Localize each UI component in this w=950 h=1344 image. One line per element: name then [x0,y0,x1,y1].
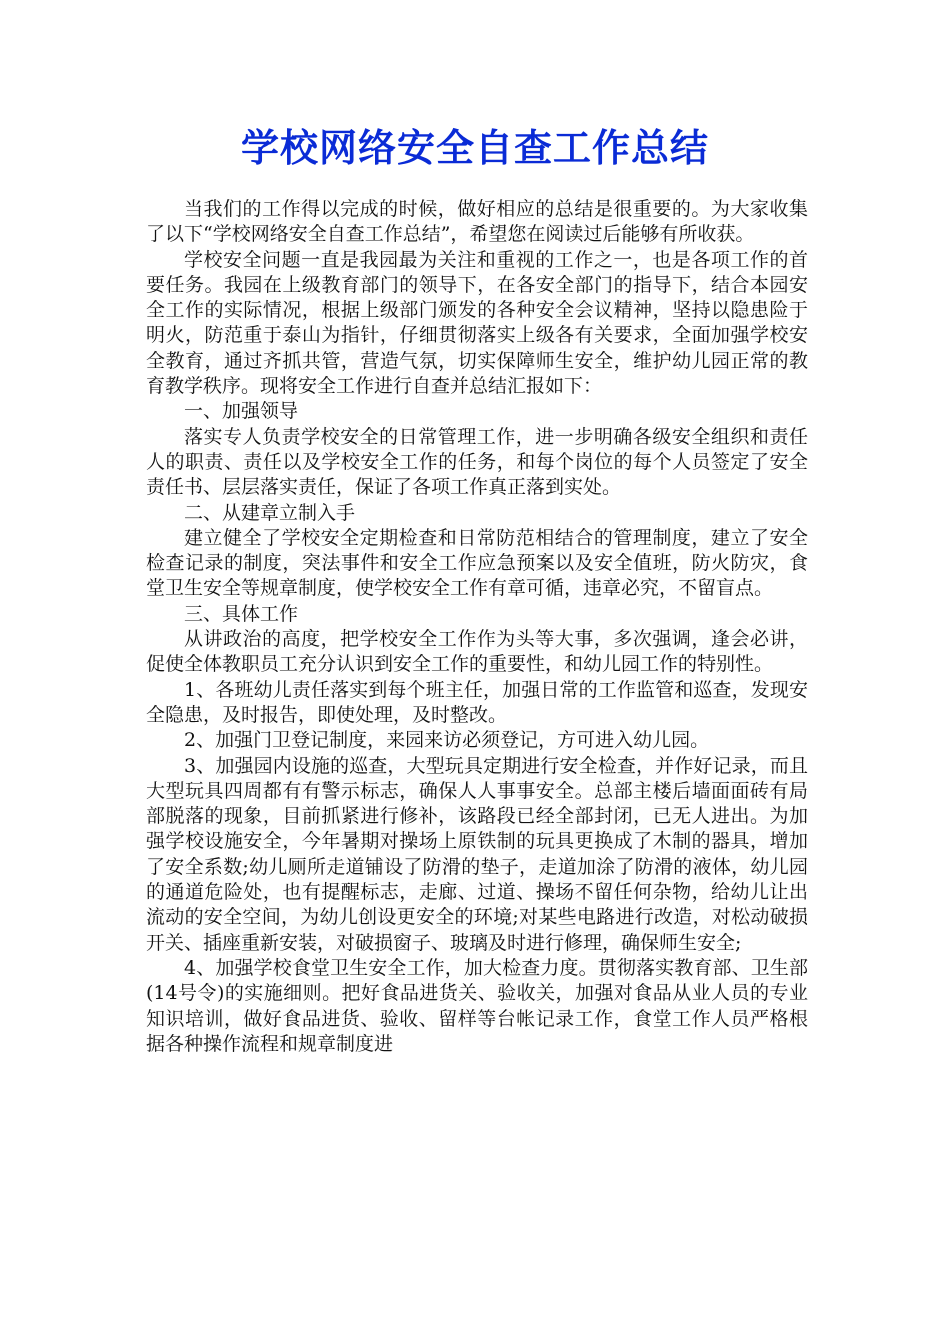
list-item: 1、各班幼儿责任落实到每个班主任，加强日常的工作监管和巡查，发现安全隐患，及时报告，即使处理，及时整改。 [146,678,808,726]
section-heading: 三、具体工作 [184,602,299,625]
list-item: 3、加强园内设施的巡查，大型玩具定期进行安全检查，并作好记录，而且大型玩具四周都有有警示标志，确保人人事事安全。总部主楼后墙面面砖有局部脱落的现象，目前抓紧进行修补，该路段已经全部封闭，已无人进出。为加强学校设施安全，今年暑期对操场上原铁制的玩具更换成了木制的器具，增加了安全系数;幼儿厕所走道铺设了防滑的垫子，走道加涂了防滑的液体，幼儿园的通道危险处，也有提醒标志，走廊、过道、操场不留任何杂物，给幼儿让出流动的安全空间，为幼儿创设更安全的环境;对某些电路进行改造，对松动破损开关、插座重新安装，对破损窗子、玻璃及时进行修理，确保师生安全; [146,754,808,954]
paragraph: 落实专人负责学校安全的日常管理工作，进一步明确各级安全组织和责任人的职责、责任以及学校安全工作的任务，和每个岗位的每个人员签定了安全责任书、层层落实责任，保证了各项工作真正落到实处。 [146,425,808,499]
section-heading: 一、加强领导 [184,400,299,423]
list-item: 2、加强门卫登记制度，来园来访必须登记，方可进入幼儿园。 [184,729,710,752]
section-heading: 二、从建章立制入手 [184,501,356,524]
document-title: 学校网络安全自查工作总结 [240,125,709,170]
paragraph: 建立健全了学校安全定期检查和日常防范相结合的管理制度，建立了安全检查记录的制度，突法事件和安全工作应急预案以及安全值班，防火防灾，食堂卫生安全等规章制度，使学校安全工作有章可循，违章必究，不留盲点。 [146,526,808,600]
list-item: 4、加强学校食堂卫生安全工作，加大检查力度。贯彻落实教育部、卫生部(14号令)的实施细则。把好食品进货关、验收关，加强对食品从业人员的专业知识培训，做好食品进货、验收、留样等台帐记录工作，食堂工作人员严格根据各种操作流程和规章制度进 [146,956,808,1055]
document-body [146,197,808,1057]
paragraph: 学校安全问题一直是我园最为关注和重视的工作之一，也是各项工作的首要任务。我园在上级教育部门的领导下，在各安全部门的指导下，结合本园安全工作的实际情况，根据上级部门颁发的各种安全会议精神，坚持以隐患险于明火，防范重于泰山为指针，仔细贯彻落实上级各有关要求，全面加强学校安全教育，通过齐抓共管，营造气氛，切实保障师生安全，维护幼儿园正常的教育教学秩序。现将安全工作进行自查并总结汇报如下： [146,248,808,398]
paragraph: 当我们的工作得以完成的时候，做好相应的总结是很重要的。为大家收集了以下“学校网络安全自查工作总结”，希望您在阅读过后能够有所收获。 [146,198,808,246]
paragraph: 从讲政治的高度，把学校安全工作作为头等大事，多次强调，逢会必讲，促使全体教职员工充分认识到安全工作的重要性，和幼儿园工作的特别性。 [146,628,808,676]
